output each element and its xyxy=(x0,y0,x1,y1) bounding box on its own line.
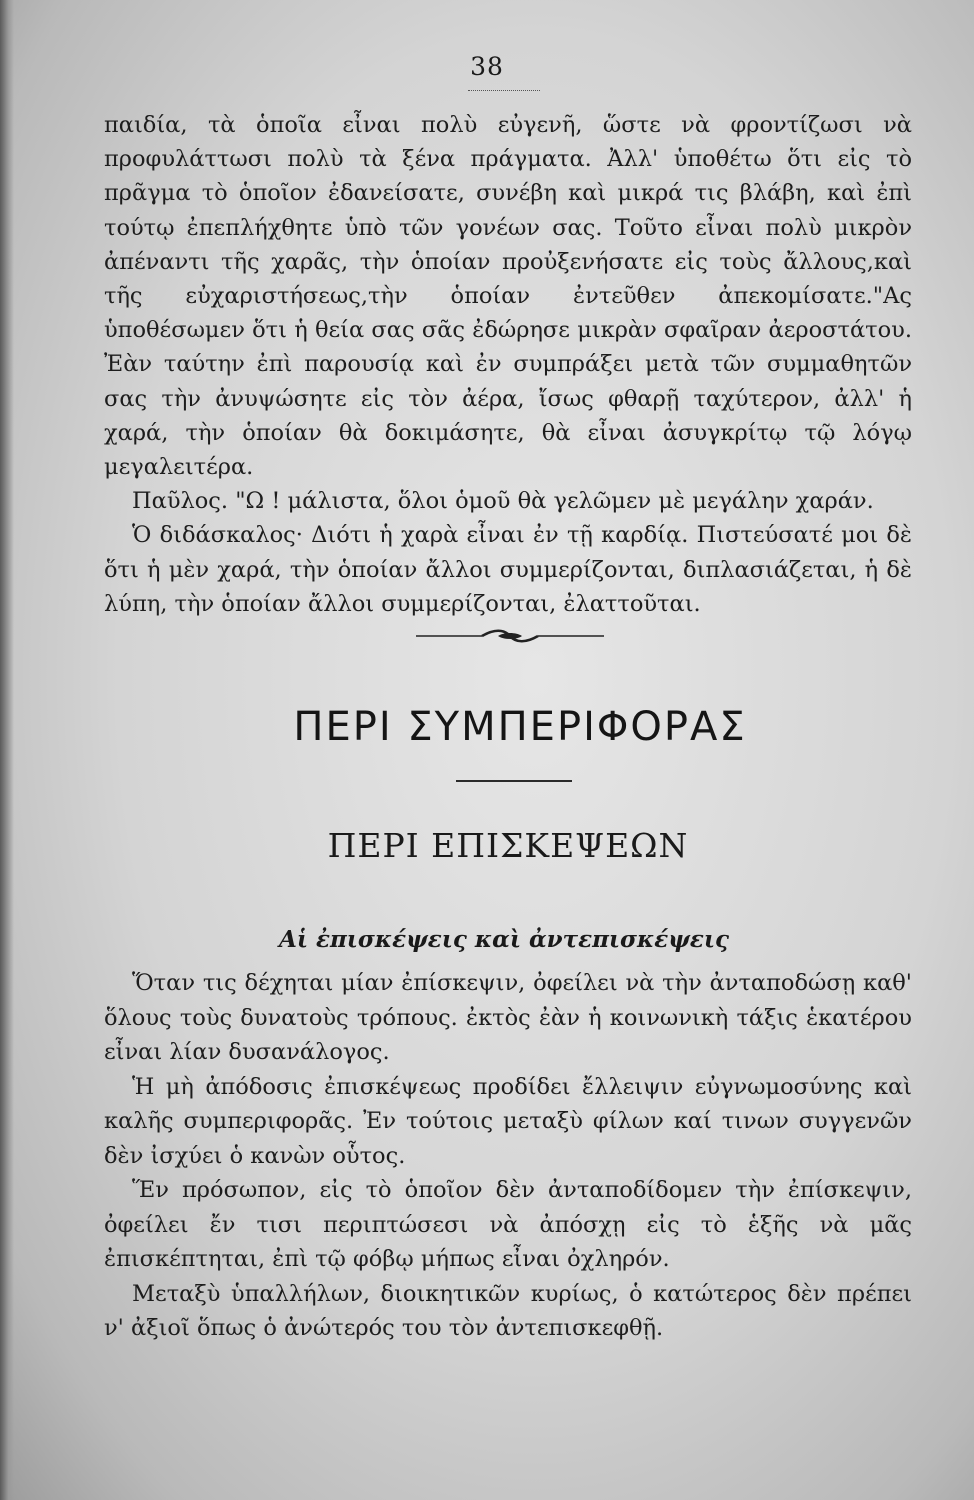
paragraph: Ἡ μὴ ἀπόδοσις ἐπισκέψεως προδίδει ἔλλειψιν εὐγνωμοσύνης καὶ καλῆς συμπεριφορᾶς. Ἐν τούτοις μεταξὺ φίλων καί τινων συγγενῶν δὲν ἰσχύει ὁ κανὼν οὗτος. xyxy=(104,1073,912,1169)
paragraph: Παῦλος. "Ω ! μάλιστα, ὅλοι ὁμοῦ θὰ γελῶμεν μὲ μεγάλην χαράν. xyxy=(132,488,874,515)
heading-rule xyxy=(456,780,572,782)
page-edge-shadow xyxy=(0,0,14,1500)
text-block-top xyxy=(104,108,912,621)
text-block-bottom xyxy=(104,966,912,1346)
paragraph: Ὅταν τις δέχηται μίαν ἐπίσκεψιν, ὀφείλει νὰ τὴν ἀνταποδώσῃ καθ' ὅλους τοὺς δυνατοὺς τρόπους. ἐκτὸς ἐὰν ἡ κοινωνικὴ τάξις ἑκατέρου εἶναι λίαν δυσανάλογος. xyxy=(104,970,912,1065)
paragraph: Μεταξὺ ὑπαλλήλων, διοικητικῶν κυρίως, ὁ κατώτερος δὲν πρέπει ν' ἀξιοῖ ὅπως ὁ ἀνώτερός του τὸν ἀντεπισκεφθῇ. xyxy=(104,1280,912,1341)
section-heading: ΠΕΡΙ ΣΥΜΠΕΡΙΦΟΡΑΣ xyxy=(293,704,747,750)
ornamental-divider xyxy=(412,626,608,646)
paragraph: Ὁ διδάσκαλος· Διότι ἡ χαρὰ εἶναι ἐν τῇ καρδίᾳ. Πιστεύσατέ μοι δὲ ὅτι ἡ μὲν χαρά, τὴν ὁποίαν ἄλλοι συμμερίζονται, διπλασιάζεται, ἡ δὲ λύπη, τὴν ὁποίαν ἄλλοι συμμερίζονται, ἐλαττοῦται. xyxy=(104,522,912,617)
subsection-title: Αἱ ἐπισκέψεις καὶ ἀντεπισκέψεις xyxy=(279,926,729,953)
page-number-rule xyxy=(468,90,540,91)
paragraph: παιδία, τὰ ὁποῖα εἶναι πολὺ εὐγενῆ, ὥστε νὰ φροντίζωσι νὰ προφυλάττωσι πολὺ τὰ ξένα πράγματα. Ἀλλ' ὑποθέτω ὅτι εἰς τὸ πρᾶγμα τὸ ὁποῖον ἐδανείσατε, συνέβη καὶ μικρά τις βλάβη, καὶ ἐπὶ τούτῳ ἐπεπλήχθητε ὑπὸ τῶν γονέων σας. Τοῦτο εἶναι πολὺ μικρὸν ἀπέναντι τῆς χαρᾶς, τὴν ὁποίαν προὐξενήσατε εἰς τοὺς ἄλλους,καὶ τῆς εὐχαριστήσεως,τὴν ὁποίαν ἐντεῦθεν ἀπεκομίσατε."Ας ὑποθέσωμεν ὅτι ἡ θεία σας σᾶς ἐδώρησε μικρὰν σφαῖραν ἀεροστάτου. Ἐὰν ταύτην ἐπὶ παρουσίᾳ καὶ ἐν συμπράξει μετὰ τῶν συμμαθητῶν σας τὴν ἀνυψώσητε εἰς τὸν ἀέρα, ἴσως φθαρῇ ταχύτερον, ἀλλ' ἡ χαρά, τὴν ὁποίαν θὰ δοκιμάσητε, θὰ εἶναι ἀσυγκρίτῳ τῷ λόγῳ μεγαλειτέρα. xyxy=(104,112,912,481)
page-number: 38 xyxy=(470,52,504,81)
subsection-heading: ΠΕΡΙ ΕΠΙΣΚΕΨΕΩΝ xyxy=(327,826,689,865)
paragraph: Ἕν πρόσωπον, εἰς τὸ ὁποῖον δὲν ἀνταποδίδομεν τὴν ἐπίσκεψιν, ὀφείλει ἔν τισι περιπτώσεσι νὰ ἀπόσχῃ εἰς τὸ ἑξῆς νὰ μᾶς ἐπισκέπτηται, ἐπὶ τῷ φόβῳ μήπως εἶναι ὀχληρόν. xyxy=(104,1177,912,1272)
